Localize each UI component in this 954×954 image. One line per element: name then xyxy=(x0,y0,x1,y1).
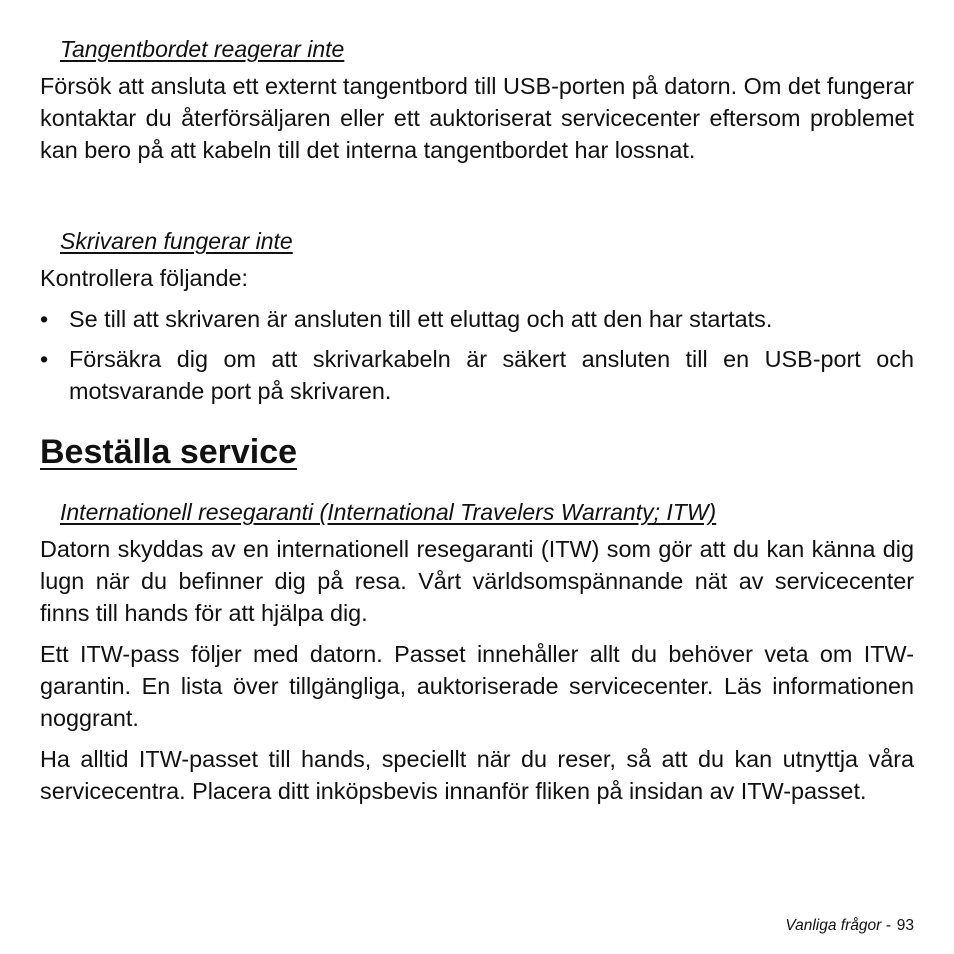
bullet-text: Se till att skrivaren är ansluten till ett eluttag och att den har startats. xyxy=(69,306,773,332)
subheading-itw: Internationell resegaranti (International Travelers Warranty; ITW) xyxy=(60,499,717,525)
subheading-keyboard: Tangentbordet reagerar inte xyxy=(60,36,345,62)
section-heading: Beställa service xyxy=(40,433,298,471)
bullet-marker: • xyxy=(40,346,49,372)
paragraph-itw-3: Ha alltid ITW-passet till hands, speciellt när du reser, så att du kan utnyttja våra servicecentra. Placera ditt inköpsbevis innanför fliken på insidan av ITW-passet. xyxy=(40,746,914,805)
paragraph-printer-intro: Kontrollera följande: xyxy=(40,265,249,291)
page-number: 93 xyxy=(896,917,914,934)
footer-section-title: Vanliga frågor - xyxy=(785,917,891,934)
paragraph-itw-2: Ett ITW-pass följer med datorn. Passet innehåller allt du behöver veta om ITW-garantin. En lista över tillgängliga, auktoriserade servicecenter. Läs informationen noggrant. xyxy=(40,641,914,732)
page-footer xyxy=(785,917,914,935)
bullet-marker: • xyxy=(40,306,49,332)
bullet-item xyxy=(40,343,914,407)
subheading-printer: Skrivaren fungerar inte xyxy=(60,228,293,254)
paragraph-itw-1: Datorn skyddas av en internationell resegaranti (ITW) som gör att du kan känna dig lugn när du befinner dig på resa. Vårt världsomspännande nät av servicecenter finns till hands för att hjälpa dig. xyxy=(40,536,914,627)
bullet-text: Försäkra dig om att skrivarkabeln är säkert ansluten till en USB-port och motsvarande port på skrivaren. xyxy=(69,346,914,405)
paragraph-keyboard: Försök att ansluta ett externt tangentbord till USB-porten på datorn. Om det fungerar kontaktar du återförsäljaren eller ett auktoriserat servicecenter eftersom problemet kan bero på att kabeln till det interna tangentbordet har lossnat. xyxy=(40,73,914,164)
bullet-item xyxy=(40,303,914,335)
